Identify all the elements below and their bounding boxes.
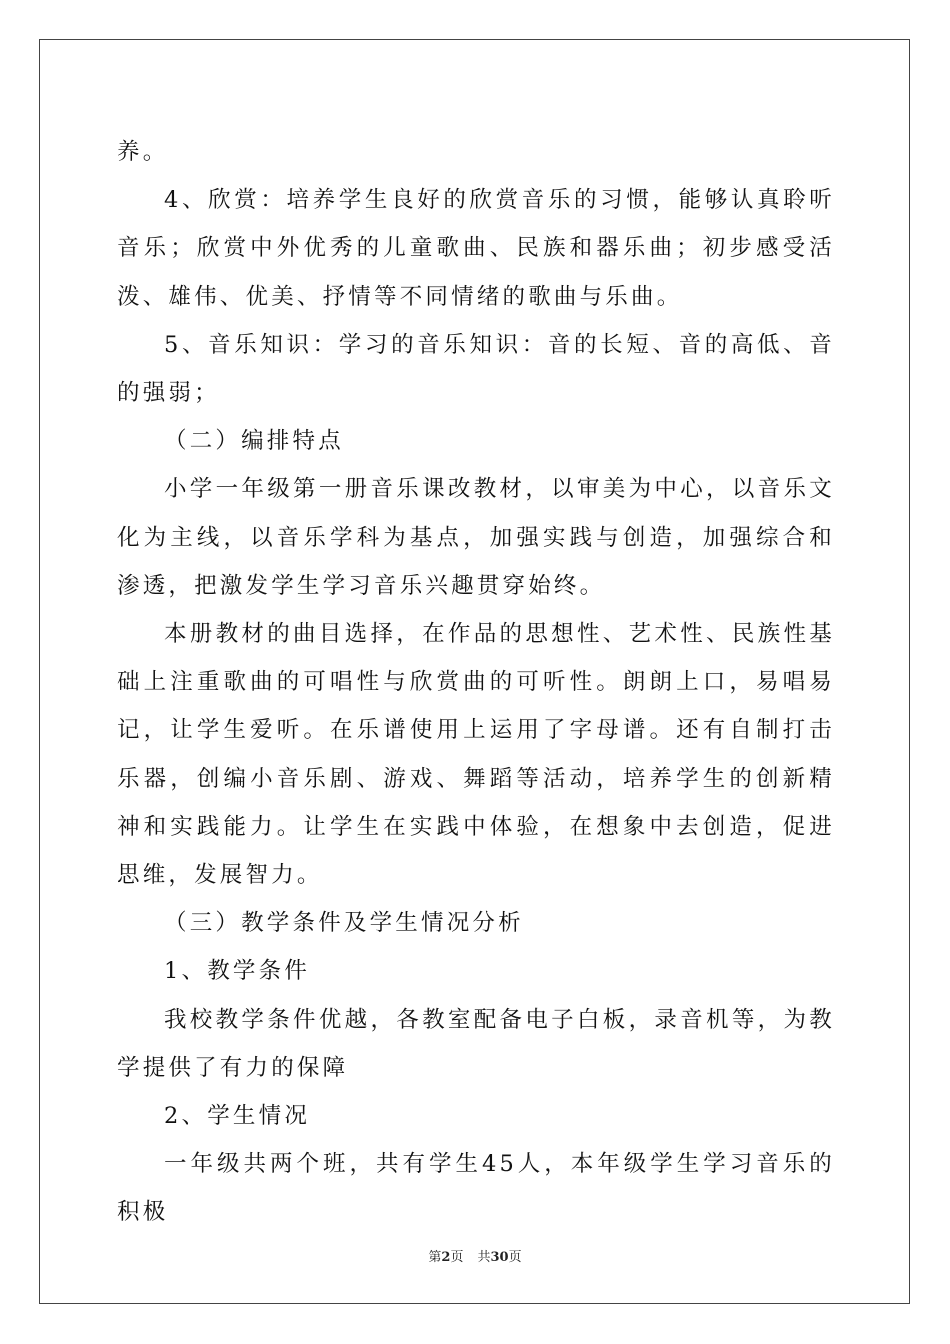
footer-total-suffix: 页 xyxy=(508,1250,522,1265)
paragraph-music-knowledge: 5、音乐知识：学习的音乐知识：音的长短、音的高低、音的强弱； xyxy=(117,331,835,407)
subheading-teaching-conditions: 1、教学条件 xyxy=(164,958,311,985)
document-body xyxy=(117,128,835,1237)
footer-page-suffix: 页 xyxy=(450,1250,464,1265)
paragraph-student-situation: 一年级共两个班，共有学生45人，本年级学生学习音乐的积极 xyxy=(117,1151,835,1226)
section-heading-conditions: （三）教学条件及学生情况分析 xyxy=(164,910,524,937)
paragraph-appreciation: 4、欣赏：培养学生良好的欣赏音乐的习惯，能够认真聆听音乐；欣赏中外优秀的儿童歌曲、民族和器乐曲；初步感受活泼、雄伟、优美、抒情等不同情绪的歌曲与乐曲。 xyxy=(117,187,835,310)
footer-page-total: 30 xyxy=(490,1250,509,1265)
paragraph-repertoire: 本册教材的曲目选择，在作品的思想性、艺术性、民族性基础上注重歌曲的可唱性与欣赏曲的可听性。朗朗上口，易唱易记，让学生爱听。在乐谱使用上运用了字母谱。还有自制打击乐器，创编小音乐剧、游戏、舞蹈等活动，培养学生的创新精神和实践能力。让学生在实践中体验，在想象中去创造，促进思维，发展智力。 xyxy=(117,621,835,889)
paragraph-continuation: 养。 xyxy=(117,139,169,165)
footer-page-prefix: 第 xyxy=(428,1250,442,1265)
footer-page-current: 2 xyxy=(441,1250,451,1265)
paragraph-textbook-overview: 小学一年级第一册音乐课改教材，以审美为中心，以音乐文化为主线，以音乐学科为基点，加强实践与创造，加强综合和渗透，把激发学生学习音乐兴趣贯穿始终。 xyxy=(117,476,835,599)
subheading-student-situation: 2、学生情况 xyxy=(164,1103,311,1130)
section-heading-arrangement: （二）编排特点 xyxy=(164,428,344,455)
paragraph-teaching-conditions: 我校教学条件优越，各教室配备电子白板，录音机等，为教学提供了有力的保障 xyxy=(117,1006,835,1081)
page-footer xyxy=(0,1246,950,1265)
footer-total-prefix: 共 xyxy=(477,1250,491,1265)
